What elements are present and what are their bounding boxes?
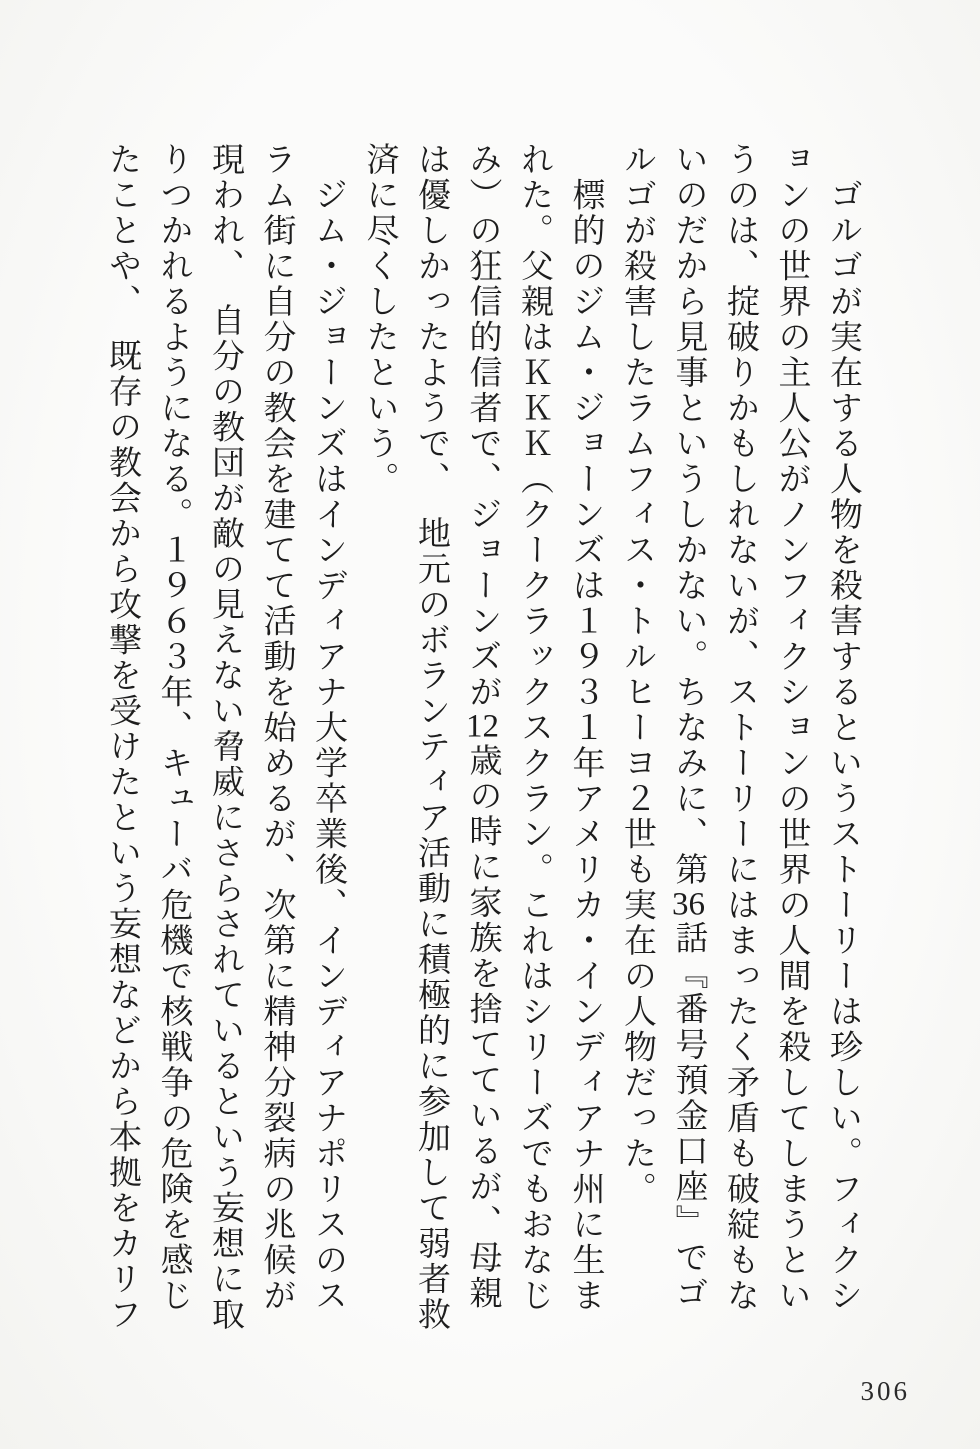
text-column: ゴルゴが実在する人物を殺害するというストーリーは珍しい。フィクシ (825, 142, 861, 1314)
text-column: は優しかったようで、 地元のボランティア活動に積極的に参加して弱者救 (413, 142, 449, 1333)
text-column: うのは、掟破りかもしれないが、ストーリーにはまったく矛盾も破綻もな (722, 142, 758, 1314)
text-column: いのだから見事というしかない。ちなみに、第36話『番号預金口座』でゴ (670, 142, 707, 1311)
tatechuyoko-number: 36 (672, 887, 705, 921)
text-column: 済に尽くしたという。 (361, 142, 398, 497)
text-column: りつかれるようになる。１９６３年、キューバ危機で核戦争の危険を感じ (155, 142, 192, 1314)
text-column: ラム街に自分の教会を建てて活動を始めるが、次第に精神分裂病の兆候が (258, 142, 295, 1314)
text-column: ルゴが殺害したラムフィス・トルヒーヨ２世も実在の人物だった。 (619, 142, 655, 1207)
text-column: たことや、 既存の教会から攻撃を受けたという妄想などから本拠をカリフ (104, 142, 140, 1333)
text-column: 標的のジム・ジョーンズは１９３１年アメリカ・インディアナ州に生ま (567, 142, 604, 1314)
text-column: ョンの世界の主人公がノンフィクションの世界の人間を殺してしまうとい (773, 142, 810, 1314)
text-column: れた。父親はＫＫＫ（クークラックスクラン。これはシリーズでもおなじ (516, 142, 552, 1314)
tatechuyoko-number: 12 (466, 710, 499, 743)
text-column: 現われ、 自分の教団が敵の見えない脅威にさらされているという妄想に取 (207, 142, 243, 1333)
vertical-text-block (96, 142, 869, 1342)
text-column: ジム・ジョーンズはインディアナ大学卒業後、インディアナポリスのス (310, 142, 346, 1314)
page-number: 306 (860, 1376, 910, 1406)
text-column: み）の狂信的信者で、ジョーンズが12歳の時に家族を捨てているが、母親 (464, 142, 501, 1311)
